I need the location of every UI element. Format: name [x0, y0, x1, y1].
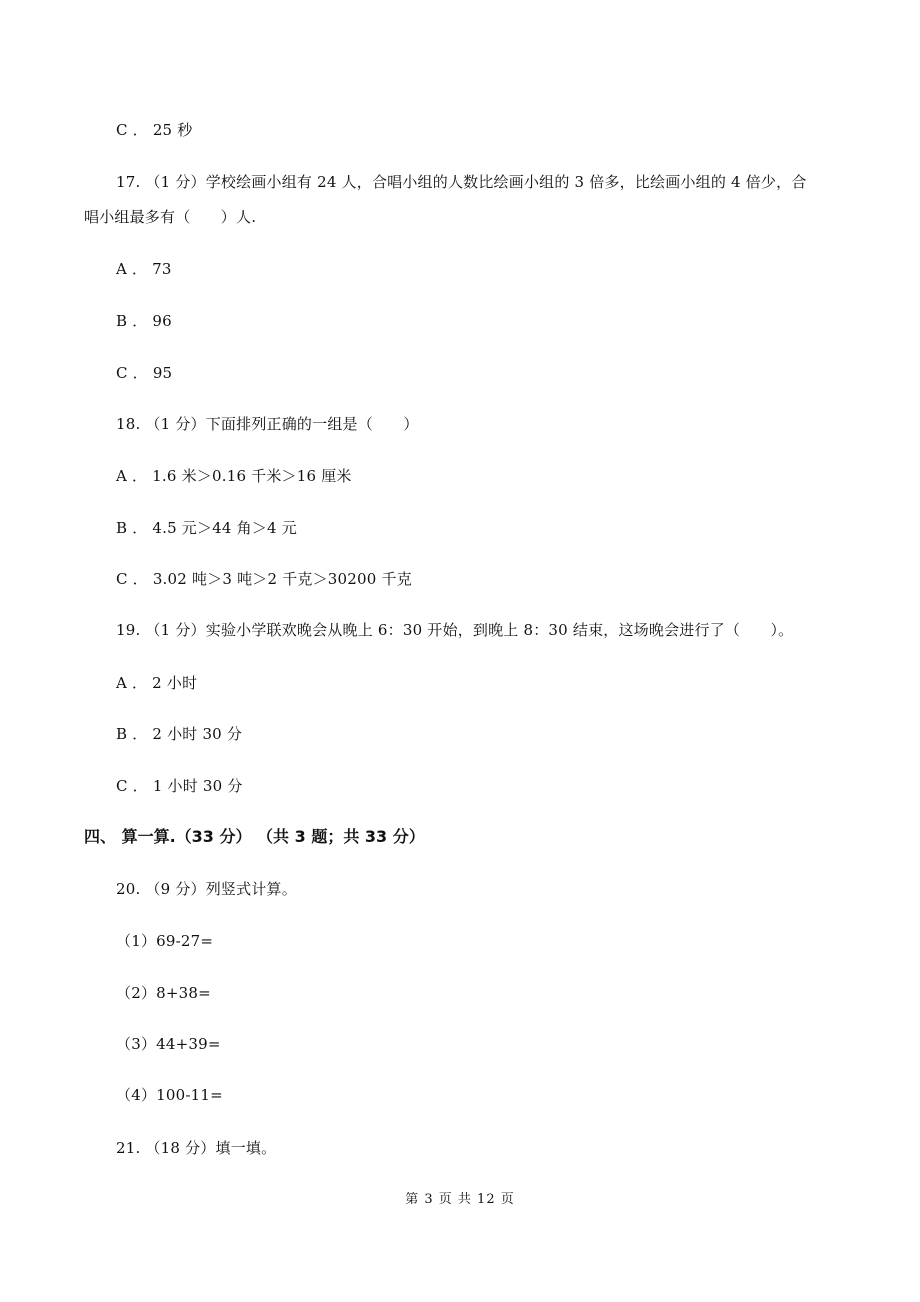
- q18-option-b: B ． 4.5 元＞44 角＞4 元: [116, 519, 297, 537]
- q18-option-c: C ． 3.02 吨＞3 吨＞2 千克＞30200 千克: [116, 570, 412, 588]
- q20-item-2: （2）8+38=: [116, 984, 211, 1002]
- q17-option-b: B ． 96: [116, 312, 172, 330]
- q16-option-c: C ． 25 秒: [116, 121, 193, 139]
- q19-option-c: C ． 1 小时 30 分: [116, 777, 243, 795]
- q17-stem-line1: 17. （1 分）学校绘画小组有 24 人，合唱小组的人数比绘画小组的 3 倍多，比绘画小组的 4 倍少，合: [116, 173, 807, 191]
- section-4-title: 四、 算一算.（33 分） （共 3 题；共 33 分）: [84, 827, 425, 846]
- q20-item-1: （1）69-27=: [116, 932, 214, 950]
- q20-item-3: （3）44+39=: [116, 1035, 221, 1053]
- page-footer: 第 3 页 共 12 页: [405, 1192, 515, 1207]
- q20-stem: 20. （9 分）列竖式计算。: [116, 880, 297, 898]
- q19-option-a: A ． 2 小时: [116, 674, 198, 692]
- q19-stem: 19. （1 分）实验小学联欢晚会从晚上 6：30 开始，到晚上 8：30 结束，这场晚会进行了（ ）。: [116, 621, 794, 639]
- q17-stem-line2: 唱小组最多有（ ）人.: [84, 208, 257, 226]
- q19-option-b: B ． 2 小时 30 分: [116, 725, 243, 743]
- q20-item-4: （4）100-11=: [116, 1086, 223, 1104]
- q17-option-a: A ． 73: [116, 260, 172, 278]
- q17-option-c: C ． 95: [116, 364, 173, 382]
- q18-stem: 18. （1 分）下面排列正确的一组是（ ）: [116, 415, 419, 433]
- q21-stem: 21. （18 分）填一填。: [116, 1139, 277, 1157]
- q18-option-a: A ． 1.6 米＞0.16 千米＞16 厘米: [116, 467, 352, 485]
